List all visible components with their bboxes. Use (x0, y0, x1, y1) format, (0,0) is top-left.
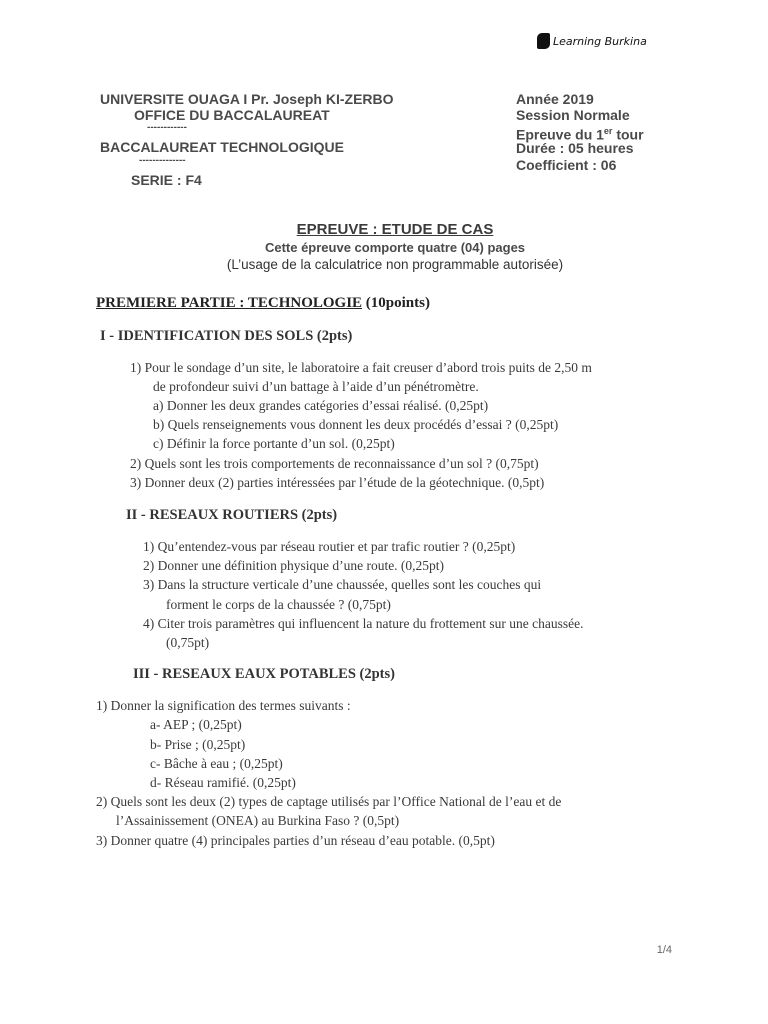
exam-year: Année 2019 (516, 91, 594, 107)
question-text: 4) Citer trois paramètres qui influencent la nature du frottement sur une chaussée. (143, 616, 584, 631)
bac-title: BACCALAUREAT TECHNOLOGIQUE (100, 139, 344, 155)
question-text: 1) Pour le sondage d’un site, le laboratoire a fait creuser d’abord trois puits de 2,50 m (130, 360, 592, 375)
page-number: 1/4 (656, 944, 672, 956)
question-text: c- Bâche à eau ; (0,25pt) (150, 756, 283, 771)
exam-pages-note: Cette épreuve comporte quatre (04) pages (264, 240, 526, 255)
question-text: 1) Qu’entendez-vous par réseau routier et par trafic routier ? (0,25pt) (143, 539, 516, 554)
exam-duration: Durée : 05 heures (516, 140, 634, 156)
university-name: UNIVERSITE OUAGA I Pr. Joseph KI-ZERBO (100, 91, 394, 107)
question-text: forment le corps de la chaussée ? (0,75pt) (166, 597, 391, 612)
learning-burkina-logo (537, 33, 647, 49)
question-text: 2) Quels sont les deux (2) types de captage utilisés par l’Office National de l’eau et de (96, 794, 562, 809)
header-separator: ------------ (147, 122, 187, 133)
question-text: a) Donner les deux grandes catégories d’essai réalisé. (0,25pt) (153, 398, 489, 413)
question-text: 2) Quels sont les trois comportements de reconnaissance d’un sol ? (0,75pt) (130, 456, 539, 471)
question-text: 3) Donner deux (2) parties intéressées par l’étude de la géotechnique. (0,5pt) (130, 475, 545, 490)
question-text: 1) Donner la signification des termes suivants : (96, 698, 351, 713)
office-name: OFFICE DU BACCALAUREAT (134, 107, 330, 123)
question-text: (0,75pt) (166, 635, 210, 650)
question-text: l’Assainissement (ONEA) au Burkina Faso ? (0,5pt) (116, 813, 400, 828)
question-text: 2) Donner une définition physique d’une route. (0,25pt) (143, 558, 445, 573)
question-text: 3) Donner quatre (4) principales parties d’un réseau d’eau potable. (0,5pt) (96, 833, 495, 848)
logo-icon (537, 33, 550, 49)
exam-session: Session Normale (516, 107, 630, 123)
logo-text: Learning Burkina (553, 34, 647, 48)
question-text: de profondeur suivi d’un battage à l’aide d’un pénétromètre. (153, 379, 479, 394)
calculator-note: (L’usage de la calculatrice non programmable autorisée) (226, 257, 564, 272)
part-heading: PREMIERE PARTIE : TECHNOLOGIE (10points) (96, 295, 430, 311)
serie-label: SERIE : F4 (131, 172, 202, 188)
exam-title: EPREUVE : ETUDE DE CAS (296, 221, 494, 238)
question-text: d- Réseau ramifié. (0,25pt) (150, 775, 296, 790)
question-text: a- AEP ; (0,25pt) (150, 717, 242, 732)
header-separator: -------------- (139, 155, 186, 166)
section-heading: II - RESEAUX ROUTIERS (2pts) (126, 507, 338, 523)
section-heading: I - IDENTIFICATION DES SOLS (2pts) (100, 328, 353, 344)
question-text: 3) Dans la structure verticale d’une chaussée, quelles sont les couches qui (143, 577, 542, 592)
question-text: c) Définir la force portante d’un sol. (0,25pt) (153, 436, 395, 451)
question-text: b) Quels renseignements vous donnent les deux procédés d’essai ? (0,25pt) (153, 417, 559, 432)
section-heading: III - RESEAUX EAUX POTABLES (2pts) (133, 666, 395, 682)
question-text: b- Prise ; (0,25pt) (150, 737, 246, 752)
exam-round: Epreuve du 1er tour (516, 126, 644, 143)
exam-coefficient: Coefficient : 06 (516, 157, 617, 173)
